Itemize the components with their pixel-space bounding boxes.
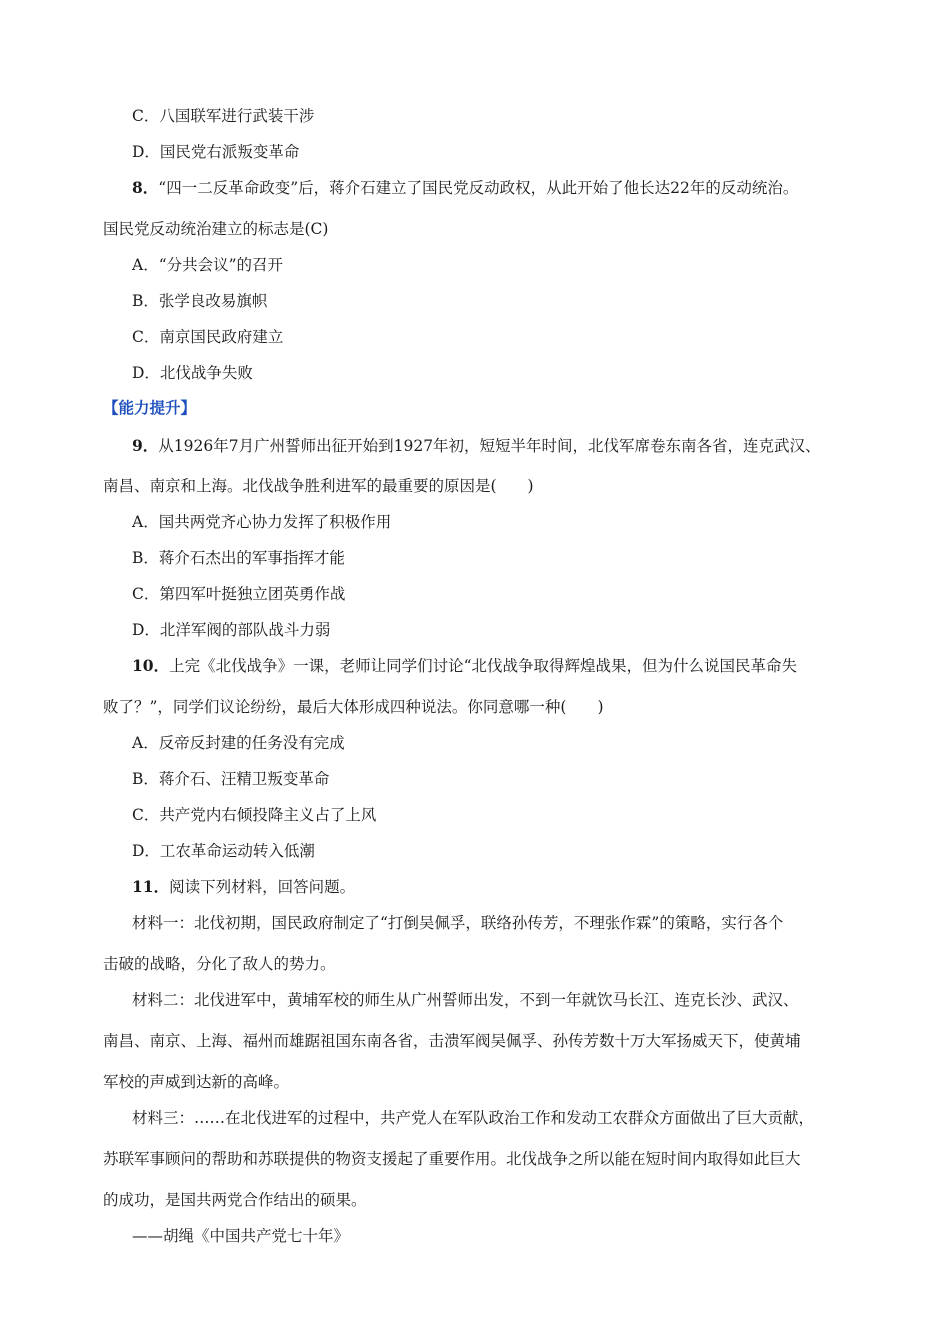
- question-number: 10．: [132, 656, 170, 675]
- option-b-q9: B．蒋介石杰出的军事指挥才能: [132, 549, 345, 567]
- material-3-cont-1: 苏联军事顾问的帮助和苏联提供的物资支援起了重要作用。北伐战争之所以能在短时间内取得如此巨大: [103, 1150, 801, 1168]
- question-9-cont: 南昌、南京和上海。北伐战争胜利进军的最重要的原因是( ): [103, 477, 534, 495]
- option-c-q8: C．南京国民政府建立: [132, 328, 284, 346]
- material-1: 材料一：北伐初期，国民政府制定了“打倒吴佩孚，联络孙传芳，不理张作霖”的策略，实行各个: [132, 914, 784, 932]
- material-1-cont: 击破的战略，分化了敌人的势力。: [103, 955, 336, 973]
- question-number: 11．: [132, 877, 170, 896]
- option-c-q7: C．八国联军进行武装干涉: [132, 107, 315, 125]
- question-number: 9．: [132, 436, 159, 455]
- option-d-q10: D．工农革命运动转入低潮: [132, 842, 315, 860]
- question-10: 10．上完《北伐战争》一课，老师让同学们讨论“北伐战争取得辉煌战果，但为什么说国民革命失: [132, 656, 798, 675]
- material-3: 材料三：……在北伐进军的过程中，共产党人在军队政治工作和发动工农群众方面做出了巨大贡献，: [132, 1109, 815, 1127]
- question-number: 8．: [132, 178, 159, 197]
- option-c-q10: C．共产党内右倾投降主义占了上风: [132, 806, 377, 824]
- option-a-q8: A．“分共会议”的召开: [132, 256, 284, 274]
- question-9: 9．从1926年7月广州誓师出征开始到1927年初，短短半年时间，北伐军席卷东南各省，连克武汉、: [132, 436, 821, 455]
- question-8: 8．“四一二反革命政变”后，蒋介石建立了国民党反动政权，从此开始了他长达22年的反动统治。: [132, 178, 799, 197]
- material-2-cont-1: 南昌、南京、上海、福州而雄踞祖国东南各省，击溃军阀吴佩孚、孙传芳数十万大军扬威天下，使黄埔: [103, 1032, 801, 1050]
- option-a-q10: A．反帝反封建的任务没有完成: [132, 734, 345, 752]
- question-8-cont: 国民党反动统治建立的标志是(C): [103, 220, 329, 238]
- question-11: 11．阅读下列材料，回答问题。: [132, 877, 356, 896]
- question-10-cont: 败了？”，同学们议论纷纷，最后大体形成四种说法。你同意哪一种( ): [103, 698, 604, 716]
- section-heading: 【能力提升】: [103, 398, 197, 417]
- option-b-q8: B．张学良改易旗帜: [132, 292, 268, 310]
- material-3-cont-2: 的成功，是国共两党合作结出的硕果。: [103, 1191, 367, 1209]
- option-d-q8: D．北伐战争失败: [132, 364, 253, 382]
- option-a-q9: A．国共两党齐心协力发挥了积极作用: [132, 513, 392, 531]
- option-d-q7: D．国民党右派叛变革命: [132, 143, 300, 161]
- option-c-q9: C．第四军叶挺独立团英勇作战: [132, 585, 346, 603]
- material-2: 材料二：北伐进军中，黄埔军校的师生从广州誓师出发，不到一年就饮马长江、连克长沙、武汉、: [132, 991, 799, 1009]
- citation: ——胡绳《中国共产党七十年》: [132, 1227, 350, 1245]
- material-2-cont-2: 军校的声威到达新的高峰。: [103, 1073, 290, 1091]
- option-d-q9: D．北洋军阀的部队战斗力弱: [132, 621, 331, 639]
- option-b-q10: B．蒋介石、汪精卫叛变革命: [132, 770, 330, 788]
